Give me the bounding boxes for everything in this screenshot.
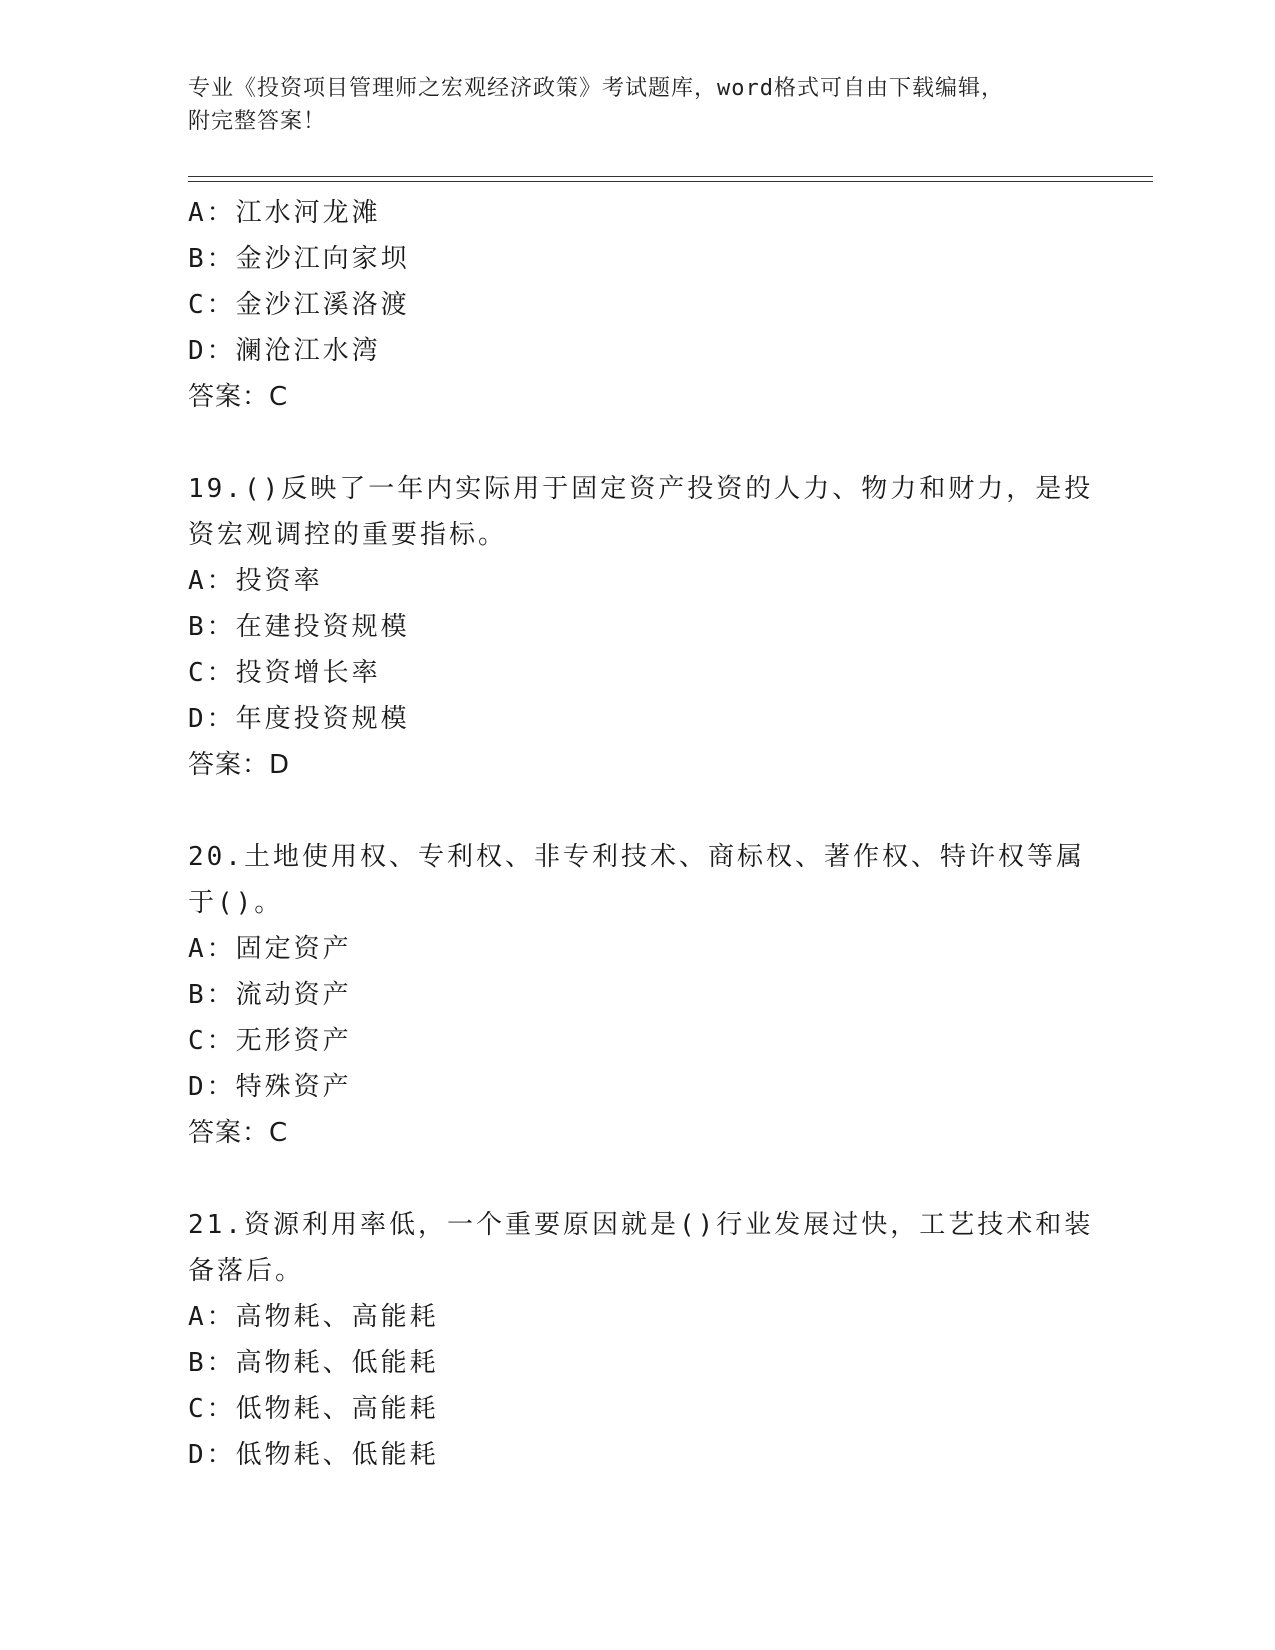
question-list <box>188 190 1094 1478</box>
header-line-1: 专业《投资项目管理师之宏观经济政策》考试题库，word格式可自由下载编辑， <box>188 76 1004 101</box>
spacer <box>188 420 1088 466</box>
question-text-line-2: 备落后。 <box>188 1256 305 1286</box>
question-text-line-1: 21.资源利用率低，一个重要原因就是()行业发展过快，工艺技术和装 <box>188 1210 1094 1240</box>
option-d: D：年度投资规模 <box>188 704 410 734</box>
question-text-line-2: 资宏观调控的重要指标。 <box>188 520 508 550</box>
option-c: C：金沙江溪洛渡 <box>188 290 410 320</box>
option-b: B：金沙江向家坝 <box>188 244 410 274</box>
answer: 答案：D <box>188 750 291 780</box>
option-a: A：高物耗、高能耗 <box>188 1302 439 1332</box>
option-d: D：低物耗、低能耗 <box>188 1440 439 1470</box>
option-b: B：流动资产 <box>188 980 352 1010</box>
option-c: C：低物耗、高能耗 <box>188 1394 439 1424</box>
option-a: A：投资率 <box>188 566 323 596</box>
option-b: B：在建投资规模 <box>188 612 410 642</box>
question-21 <box>188 1202 1094 1478</box>
question-19 <box>188 466 1094 788</box>
option-c: C：无形资产 <box>188 1026 352 1056</box>
option-d: D：特殊资产 <box>188 1072 352 1102</box>
header-line-2: 附完整答案！ <box>188 109 327 134</box>
answer: 答案：C <box>188 382 289 412</box>
question-text-line-2: 于()。 <box>188 888 284 918</box>
question-text-line-1: 20.土地使用权、专利权、非专利技术、商标权、著作权、特许权等属 <box>188 842 1085 872</box>
option-d: D：澜沧江水湾 <box>188 336 381 366</box>
header-divider-top <box>188 176 1153 177</box>
option-a: A：固定资产 <box>188 934 352 964</box>
question-20 <box>188 834 1088 1156</box>
document-header <box>188 72 1088 138</box>
header-divider-bottom <box>188 181 1153 182</box>
question-text-line-1: 19.()反映了一年内实际用于固定资产投资的人力、物力和财力，是投 <box>188 474 1094 504</box>
question-18 <box>188 190 1088 420</box>
spacer <box>188 788 1088 834</box>
option-c: C：投资增长率 <box>188 658 381 688</box>
answer: 答案：C <box>188 1118 289 1148</box>
option-b: B：高物耗、低能耗 <box>188 1348 439 1378</box>
option-a: A：江水河龙滩 <box>188 198 381 228</box>
spacer <box>188 1156 1088 1202</box>
